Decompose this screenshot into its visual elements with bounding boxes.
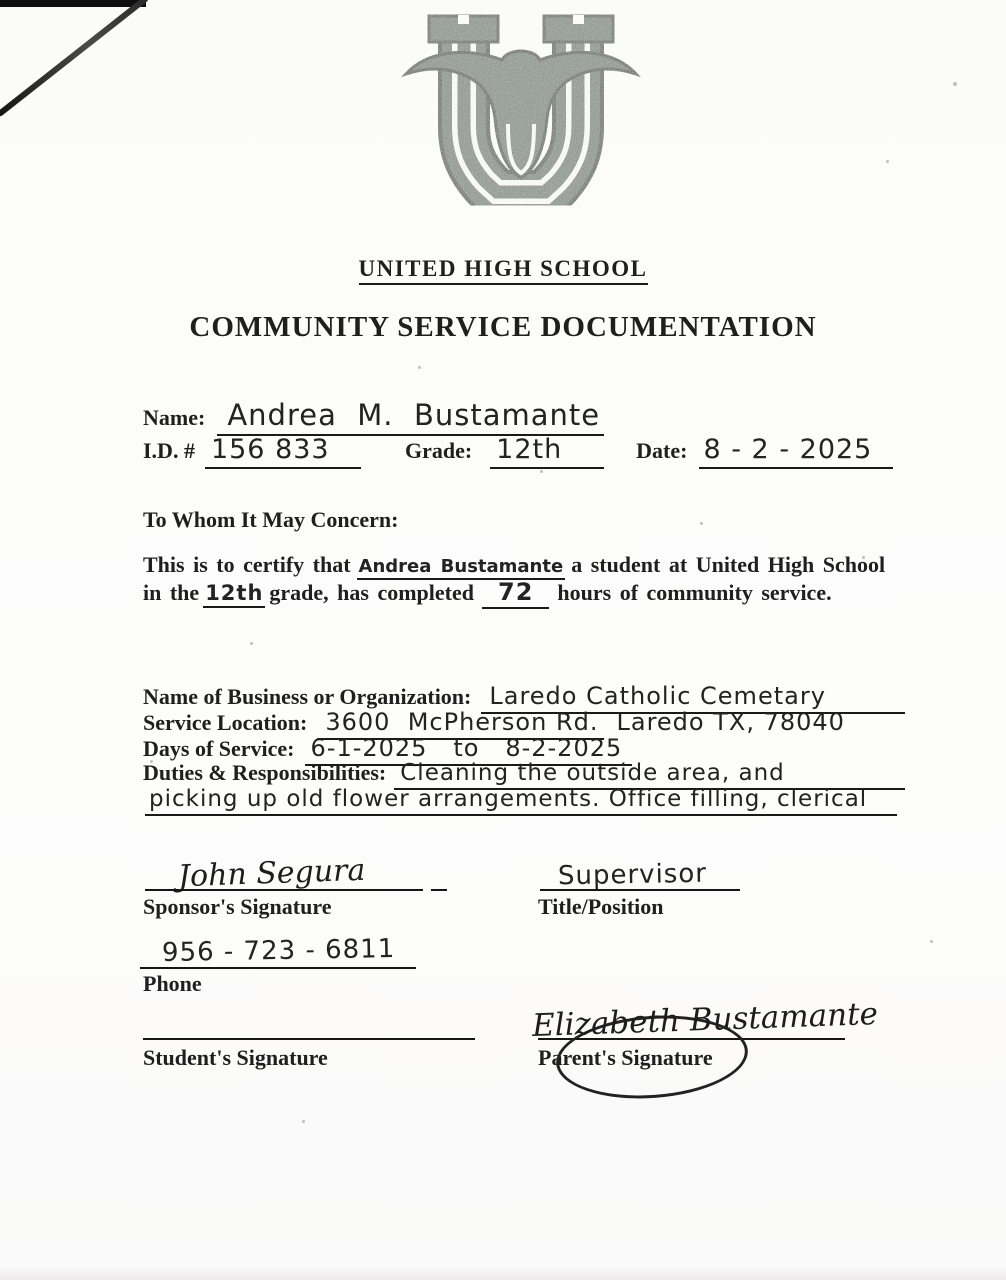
salutation: To Whom It May Concern: — [143, 507, 399, 532]
phone-value: 956 - 723 - 6811 — [161, 933, 396, 969]
duties-value-line2: picking up old flower arrangements. Office filling, clerical — [145, 786, 897, 816]
scan-speck — [953, 82, 957, 86]
sponsor-signature-line — [145, 889, 423, 891]
certify-line2-mid: grade, has completed — [269, 580, 474, 605]
sponsor-signature-value: John Segura — [177, 852, 366, 895]
sponsor-signature-label: Sponsor's Signature — [143, 894, 332, 919]
student-signature-line — [143, 1038, 475, 1040]
certify-line-2 — [143, 578, 832, 609]
school-name: UNITED HIGH SCHOOL — [0, 256, 1006, 282]
parent-signature-label: Parent's Signature — [538, 1045, 713, 1070]
certify-line-1 — [143, 552, 885, 580]
scan-speck — [700, 522, 703, 525]
org-label: Name of Business or Organization: — [143, 684, 472, 709]
school-longhorn-logo — [400, 6, 642, 228]
phone-label: Phone — [143, 971, 202, 996]
id-value: 156 833 — [205, 434, 361, 469]
id-label: I.D. # — [143, 438, 195, 463]
scan-speck — [302, 1120, 305, 1123]
certify-line2-pre: in the — [143, 580, 200, 605]
certify-post: a student at United High School — [571, 552, 886, 577]
name-value: Andrea M. Bustamante — [217, 398, 604, 436]
title-position-value: Supervisor — [557, 858, 708, 892]
id-grade-date-row — [143, 434, 893, 469]
duties-label: Duties & Responsibilities: — [143, 760, 387, 785]
certify-grade-value: 12th — [203, 581, 265, 608]
scan-speck — [540, 470, 543, 473]
scan-speck — [930, 940, 933, 943]
student-signature-label: Student's Signature — [143, 1045, 328, 1070]
org-value: Laredo Catholic Cemetary — [481, 682, 905, 714]
scan-speck — [886, 160, 889, 163]
location-value-street: 3600 McPherson Rd. — [317, 708, 604, 740]
location-label: Service Location: — [143, 710, 308, 735]
phone-line — [140, 967, 416, 969]
sponsor-signature-line-dash — [431, 889, 447, 891]
title-position-line — [540, 889, 740, 891]
days-label: Days of Service: — [143, 736, 295, 761]
duties-value-line1: Cleaning the outside area, and — [394, 760, 905, 790]
title-position-label: Title/Position — [538, 894, 664, 919]
location-value-city: Laredo TX, 78040 — [616, 708, 845, 736]
scan-speck — [418, 366, 421, 369]
grade-value: 12th — [490, 434, 604, 469]
grade-label: Grade: — [404, 438, 473, 463]
certify-pre: This is to certify that — [143, 552, 351, 577]
doc-title: COMMUNITY SERVICE DOCUMENTATION — [189, 311, 817, 343]
scan-artifact-bottom-smudge — [0, 1267, 1006, 1280]
days-value: 6-1-2025 to 8-2-2025 — [305, 734, 633, 766]
name-row — [143, 398, 601, 436]
name-label: Name: — [143, 405, 206, 430]
parent-signature-value: Elizabeth Bustamante — [531, 995, 879, 1045]
certify-line2-post: hours of community service. — [557, 580, 832, 605]
date-value: 8 - 2 - 2025 — [699, 434, 893, 469]
scan-artifact-diagonal — [0, 0, 149, 117]
scan-artifact-top-bar — [0, 0, 146, 7]
date-label: Date: — [636, 438, 688, 463]
certify-hours-value: 72 — [482, 578, 549, 609]
scan-speck — [250, 642, 253, 645]
certify-student-name: Andrea Bustamante — [357, 556, 566, 580]
